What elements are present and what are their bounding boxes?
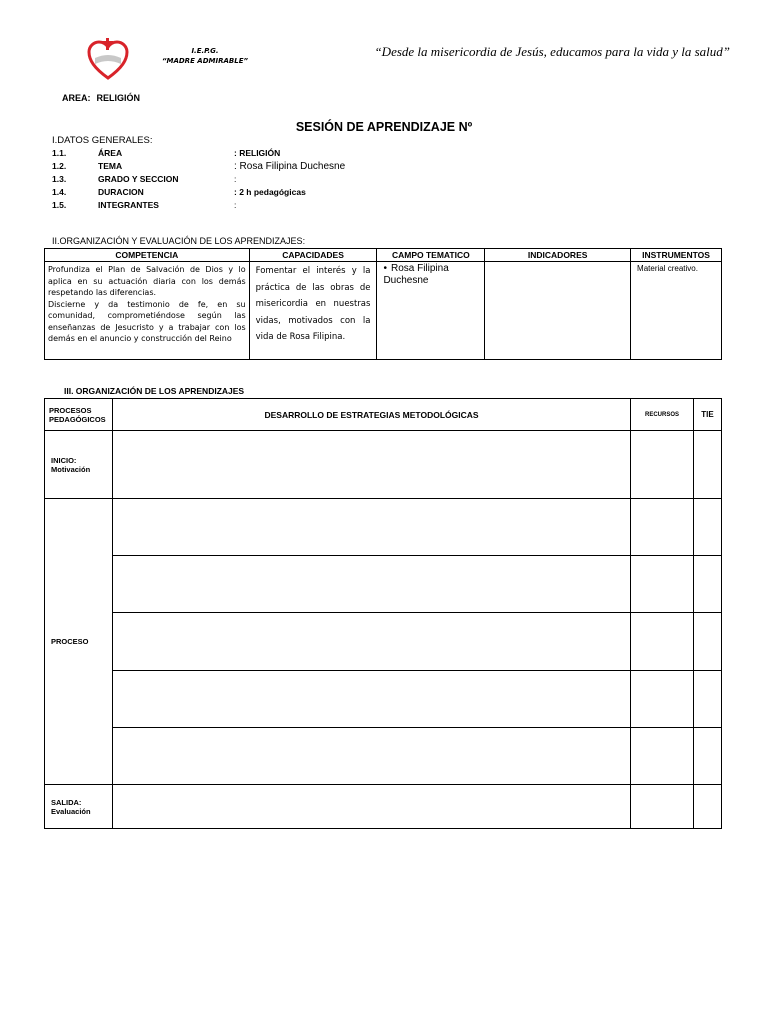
org-aprend-heading: III. ORGANIZACIÓN DE LOS APRENDIZAJES	[64, 386, 245, 396]
competencia-1: Profundiza el Plan de Salvación de Dios y lo aplica en su actuación diaria con los demás respetando las diferencias.	[48, 265, 246, 297]
header-campo: CAMPO TEMATICO	[377, 249, 485, 262]
desarrollo-cell	[112, 499, 630, 556]
datos-row	[52, 160, 352, 173]
datos-row	[52, 199, 352, 212]
table-row	[45, 431, 722, 499]
datos-generales	[52, 147, 352, 212]
datos-value: : RELIGIÓN	[234, 148, 281, 158]
datos-row	[52, 186, 352, 199]
desarrollo-cell	[112, 613, 630, 671]
datos-label: GRADO Y SECCION	[98, 174, 179, 184]
datos-label: DURACION	[98, 187, 144, 197]
header-procesos: PROCESOS PEDAGÓGICOS	[45, 399, 113, 431]
desarrollo-cell	[112, 431, 630, 499]
tie-cell	[694, 785, 722, 829]
area-value: RELIGIÓN	[96, 93, 141, 103]
table-header-row	[45, 249, 722, 262]
area-line	[62, 93, 140, 103]
desarrollo-cell	[112, 556, 630, 613]
desarrollo-cell	[112, 785, 630, 829]
tie-cell	[694, 556, 722, 613]
datos-value: : Rosa Filipina Duchesne	[234, 161, 346, 172]
table-header-row	[45, 399, 722, 431]
table-row	[45, 671, 722, 728]
tie-cell	[694, 613, 722, 671]
datos-label: ÁREA	[98, 148, 123, 158]
org-aprend-table	[44, 398, 722, 829]
datos-num: 1.1.	[52, 148, 67, 158]
school-line1: I.E.P.G.	[191, 47, 219, 55]
competencia-2: Discierne y da testimonio de fe, en su comunidad, comprometiéndose según las enseñanzas de Jesucristo y a trabajar con los demás en el anuncio y construcción del Reino	[48, 299, 246, 343]
datos-num: 1.3.	[52, 174, 67, 184]
salida-cell	[45, 785, 113, 829]
header-recursos: RECURSOS	[631, 399, 694, 431]
datos-value: :	[234, 200, 237, 210]
org-eval-heading: II.ORGANIZACIÓN Y EVALUACIÓN DE LOS APRENDIZAJES:	[52, 236, 306, 246]
recursos-cell	[631, 556, 694, 613]
datos-label: TEMA	[98, 161, 123, 171]
campo-text: Rosa Filipina Duchesne	[383, 263, 449, 286]
inicio-label: INICIO:	[51, 455, 77, 465]
datos-num: 1.4.	[52, 187, 67, 197]
tie-cell	[694, 499, 722, 556]
indicadores-cell	[485, 262, 631, 360]
header-competencia: COMPETENCIA	[45, 249, 250, 262]
datos-value: : 2 h pedagógicas	[234, 187, 306, 197]
datos-num: 1.5.	[52, 200, 67, 210]
datos-label: INTEGRANTES	[98, 200, 159, 210]
school-name	[150, 46, 260, 66]
recursos-cell	[631, 785, 694, 829]
tie-cell	[694, 431, 722, 499]
instrumentos-cell: Material creativo.	[631, 262, 722, 360]
campo-cell	[377, 262, 485, 360]
header-capacidades: CAPACIDADES	[249, 249, 377, 262]
heart-cross-logo-icon	[86, 38, 130, 82]
datos-row	[52, 173, 352, 186]
recursos-cell	[631, 613, 694, 671]
inicio-sub: Motivación	[51, 464, 91, 474]
desarrollo-cell	[112, 728, 630, 785]
table-row	[45, 556, 722, 613]
salida-label: SALIDA:	[51, 797, 82, 807]
datos-value: :	[234, 174, 237, 184]
table-row	[45, 262, 722, 360]
motto: “Desde la misericordia de Jesús, educamos para la vida y la salud”	[374, 44, 730, 59]
recursos-cell	[631, 728, 694, 785]
proceso-cell: PROCESO	[45, 499, 113, 785]
header-tie: TIE	[694, 399, 722, 431]
datos-num: 1.2.	[52, 161, 67, 171]
capacidades-cell: Fomentar el interés y la práctica de las obras de misericordia en nuestras vidas, motivados con la vida de Rosa Filipina.	[249, 262, 377, 360]
org-eval-table	[44, 248, 722, 360]
datos-row	[52, 147, 352, 160]
desarrollo-cell	[112, 671, 630, 728]
recursos-cell	[631, 431, 694, 499]
table-row	[45, 613, 722, 671]
page-title: SESIÓN DE APRENDIZAJE Nº	[295, 120, 473, 134]
recursos-cell	[631, 671, 694, 728]
tie-cell	[694, 728, 722, 785]
school-line2: “MADRE ADMIRABLE”	[161, 57, 248, 65]
table-row	[45, 499, 722, 556]
area-label: AREA:	[62, 93, 91, 103]
header-instrumentos: INSTRUMENTOS	[631, 249, 722, 262]
datos-heading: I.DATOS GENERALES:	[52, 135, 153, 146]
table-row	[45, 785, 722, 829]
recursos-cell	[631, 499, 694, 556]
inicio-cell	[45, 431, 113, 499]
salida-sub: Evaluación	[51, 806, 91, 816]
competencia-cell	[45, 262, 250, 360]
tie-cell	[694, 671, 722, 728]
header-indicadores: INDICADORES	[485, 249, 631, 262]
bullet-icon: •	[383, 263, 387, 274]
header-desarrollo: DESARROLLO DE ESTRATEGIAS METODOLÓGICAS	[112, 399, 630, 431]
table-row	[45, 728, 722, 785]
